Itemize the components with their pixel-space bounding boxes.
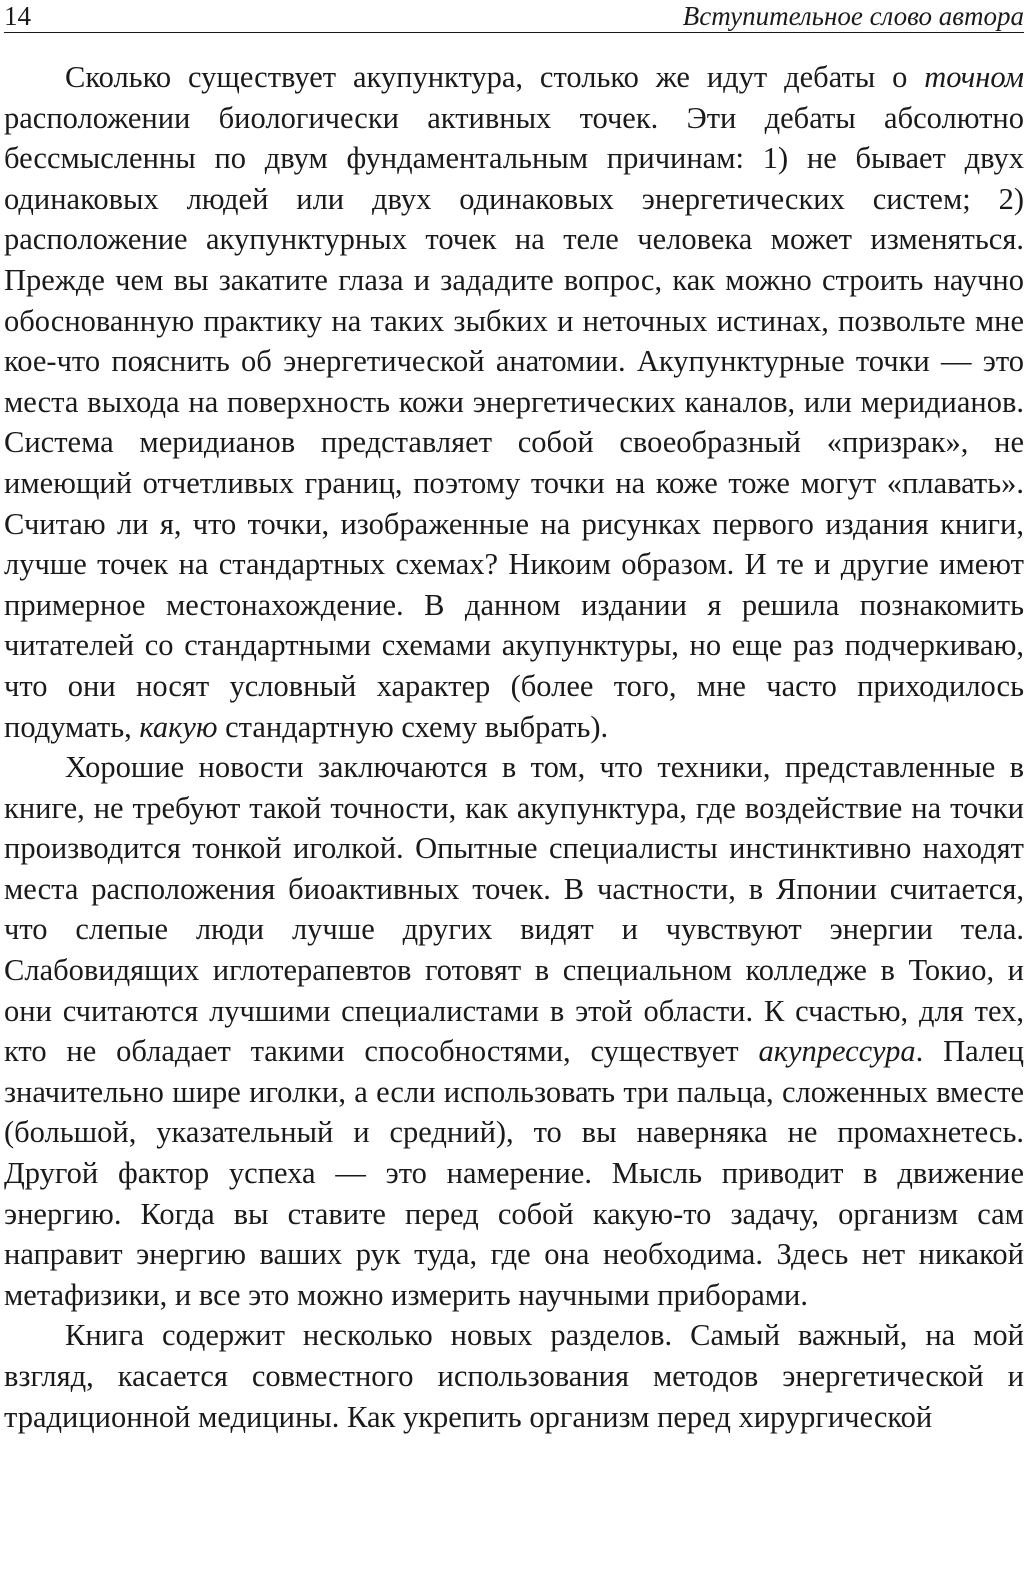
page-number: 14 (4, 1, 31, 31)
emphasis-text: какую (139, 709, 218, 744)
paragraph-1 (4, 57, 1024, 747)
section-title: Вступительное слово автора (682, 1, 1024, 31)
paragraph-text: Книга содержит несколько новых разделов. Самый важный, на мой взгляд, касается совместного использования методов энергетической и традиционной медицины. Как укрепить организм перед хирургической (4, 1318, 1024, 1434)
emphasis-text: акупрессура (758, 1034, 916, 1069)
paragraph-text: Хорошие новости заключаются в том, что техники, представленные в книге, не требуют такой точности, как акупунктура, где воздействие на точки производится тонкой иголкой. Опытные специалисты инстинктивно находят места расположения биоактивных точек. В частности, в Японии считается, что слепые люди лучше других видят и чувствуют энергии тела. Слабовидящих иглотерапевтов готовят в специальном колледже в Токио, и они считаются лучшими специалистами в этой области. К счастью, для тех, кто не обладает такими способностями, существует (4, 750, 1024, 1069)
body-text (4, 57, 1024, 1437)
paragraph-2 (4, 747, 1024, 1315)
paragraph-3 (4, 1315, 1024, 1437)
paragraph-text: стандартную схему выбрать). (217, 709, 609, 744)
paragraph-text: расположении биологически активных точек. Эти дебаты абсолютно бессмысленны по двум фундаментальным причинам: 1) не бывает двух одинаковых людей или двух одинаковых энергетических систем; 2) расположение акупунктурных точек на теле человека может изменяться. Прежде чем вы закатите глаза и зададите вопрос, как можно строить научно обоснованную практику на таких зыбких и неточных истинах, позвольте мне кое-что пояснить об энергетической анатомии. Акупунктурные точки — это места выхода на поверхность кожи энергетических каналов, или меридианов. Система меридианов представляет собой своеобразный «призрак», не имеющий отчетливых границ, поэтому точки на коже тоже могут «плавать». Считаю ли я, что точки, изображенные на рисунках первого издания книги, лучше точек на стандартных схемах? Никоим образом. И те и другие имеют примерное местонахождение. В данном издании я решила познакомить читателей со стандартными схемами акупунктуры, но еще раз подчеркиваю, что они носят условный характер (более того, мне часто приходилось подумать, (4, 100, 1024, 744)
paragraph-text: . Палец значительно шире иголки, а если использовать три пальца, сложенных вместе (большой, указательный и средний), то вы наверняка не промахнетесь. Другой фактор успеха — это намерение. Мысль приводит в движение энергию. Когда вы ставите перед собой какую-то задачу, организм сам направит энергию ваших рук туда, где она необходима. Здесь нет никакой метафизики, и все это можно измерить научными приборами. (4, 1034, 1024, 1312)
book-page (4, 0, 1024, 1576)
running-head (4, 0, 1024, 33)
emphasis-text: точном (924, 60, 1024, 94)
paragraph-text: Сколько существует акупунктура, столько же идут дебаты о (65, 60, 925, 94)
